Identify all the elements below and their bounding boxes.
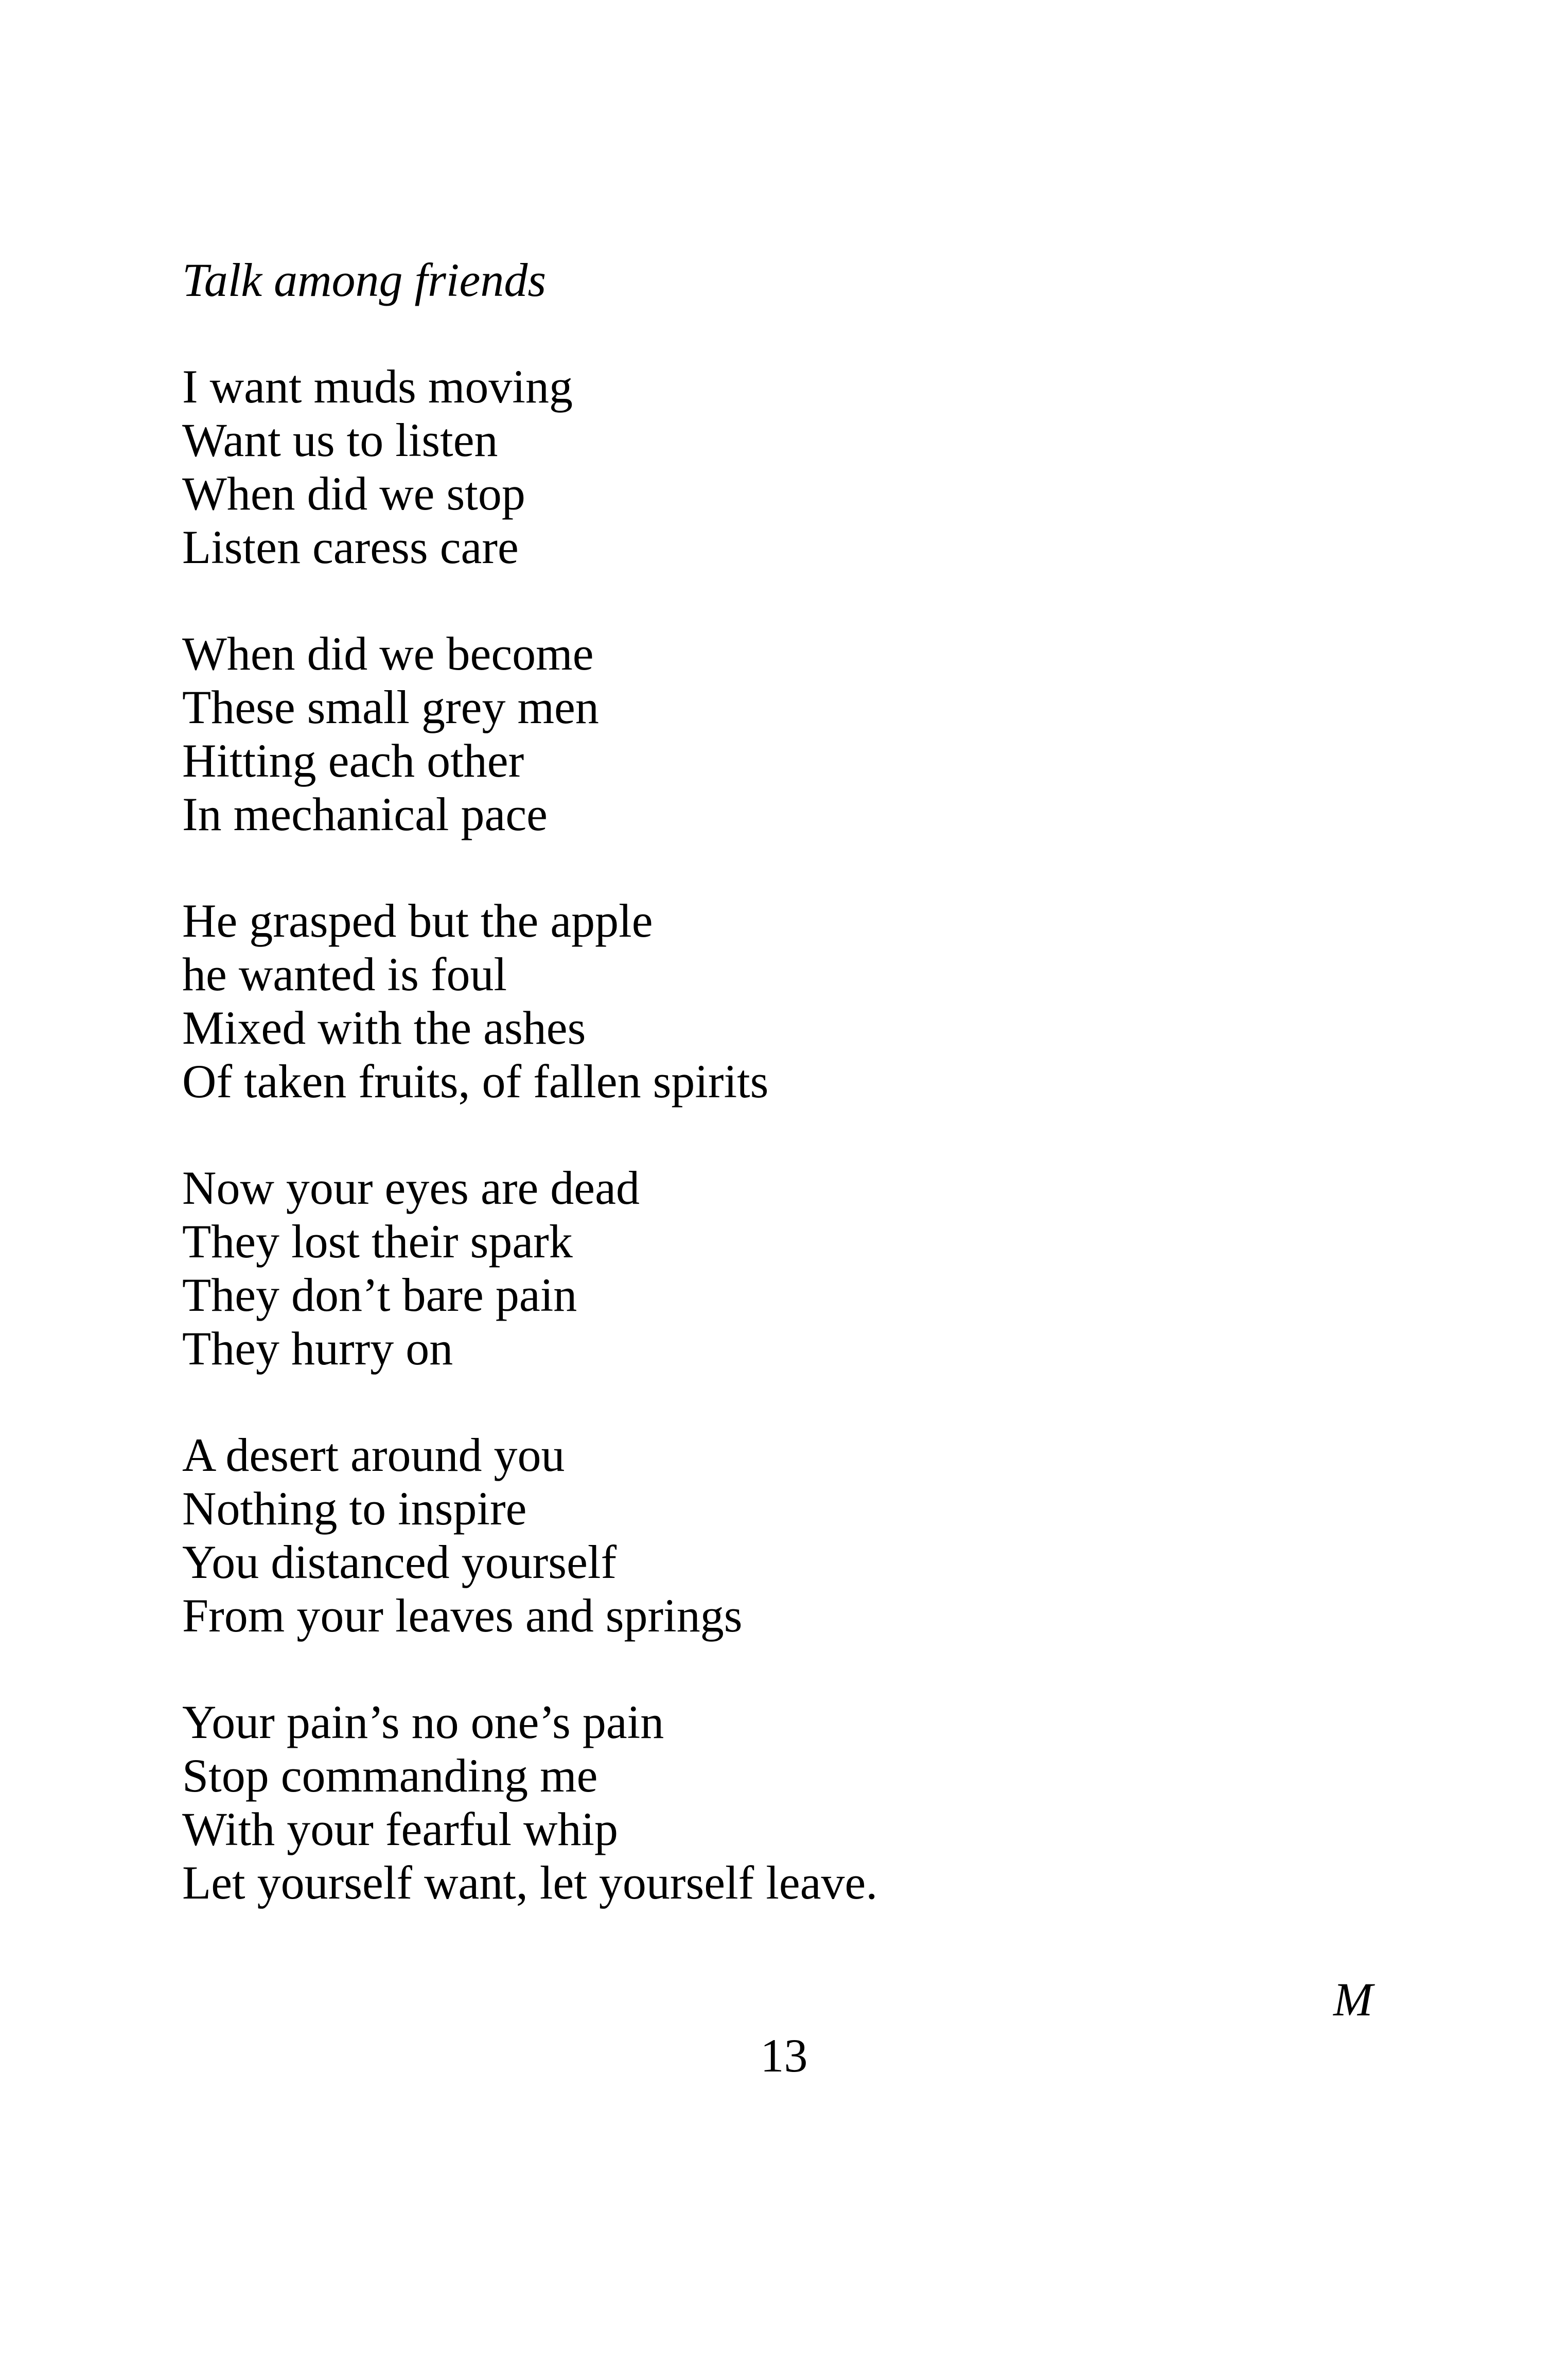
poem-line: A desert around you xyxy=(182,1429,565,1481)
poem-line: Stop commanding me xyxy=(182,1749,598,1802)
poem xyxy=(182,253,1366,1962)
poem-title: Talk among friends xyxy=(182,254,547,306)
stanza-1 xyxy=(182,360,1366,574)
poem-line: You distanced yourself xyxy=(182,1536,617,1588)
stanza-6 xyxy=(182,1695,1366,1909)
poem-line: he wanted is foul xyxy=(182,948,507,1000)
poem-line: Mixed with the ashes xyxy=(182,1002,586,1054)
poem-line: Let yourself want, let yourself leave. xyxy=(182,1856,878,1909)
poem-line: In mechanical pace xyxy=(182,788,548,840)
poem-line: With your fearful whip xyxy=(182,1803,619,1855)
poem-line: From your leaves and springs xyxy=(182,1589,743,1642)
poem-line: They hurry on xyxy=(182,1322,453,1375)
poem-line: He grasped but the apple xyxy=(182,894,653,947)
poem-line: Listen caress care xyxy=(182,521,519,573)
poem-line: They don’t bare pain xyxy=(182,1269,577,1321)
poem-line: When did we stop xyxy=(182,467,525,520)
poem-line: Hitting each other xyxy=(182,734,524,787)
poem-line: Nothing to inspire xyxy=(182,1482,527,1535)
author-signature: M xyxy=(1333,1973,1373,2026)
poem-line: Want us to listen xyxy=(182,414,498,466)
poem-line: They lost their spark xyxy=(182,1215,573,1268)
poem-line: Now your eyes are dead xyxy=(182,1162,640,1214)
stanza-3 xyxy=(182,894,1366,1108)
stanza-4 xyxy=(182,1161,1366,1375)
poem-line: Of taken fruits, of fallen spirits xyxy=(182,1055,769,1108)
poem-line: When did we become xyxy=(182,627,594,680)
page-number: 13 xyxy=(760,2029,808,2082)
stanza-5 xyxy=(182,1428,1366,1642)
poem-line: Your pain’s no one’s pain xyxy=(182,1696,664,1748)
poem-line: These small grey men xyxy=(182,681,599,733)
stanza-2 xyxy=(182,627,1366,841)
poem-line: I want muds moving xyxy=(182,360,573,413)
